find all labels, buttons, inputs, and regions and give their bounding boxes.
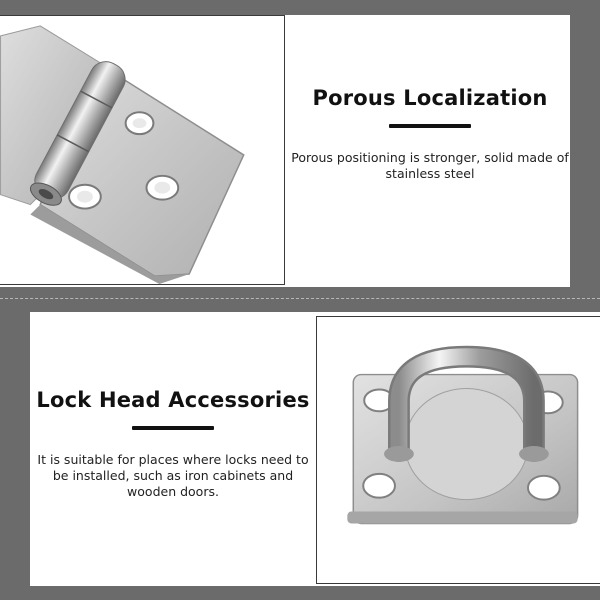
feature-block-porous-localization: [290, 86, 570, 182]
hasp-hinge-plate-photo: [0, 15, 285, 285]
feature-title: Porous Localization: [312, 86, 548, 110]
title-underline: [389, 124, 471, 128]
hasp-hinge-icon: [0, 16, 284, 284]
feature-block-lock-head-accessories: [30, 388, 316, 500]
feature-description: It is suitable for places where locks need to be installed, such as iron cabinets and wooden doors.: [37, 452, 309, 499]
feature-title: Lock Head Accessories: [36, 388, 310, 412]
section-divider: [0, 298, 600, 299]
title-underline: [132, 426, 214, 430]
staple-eye-plate-icon: [317, 317, 600, 583]
feature-description: Porous positioning is stronger, solid made of stainless steel: [291, 150, 569, 181]
staple-eye-plate-photo: [316, 316, 600, 584]
